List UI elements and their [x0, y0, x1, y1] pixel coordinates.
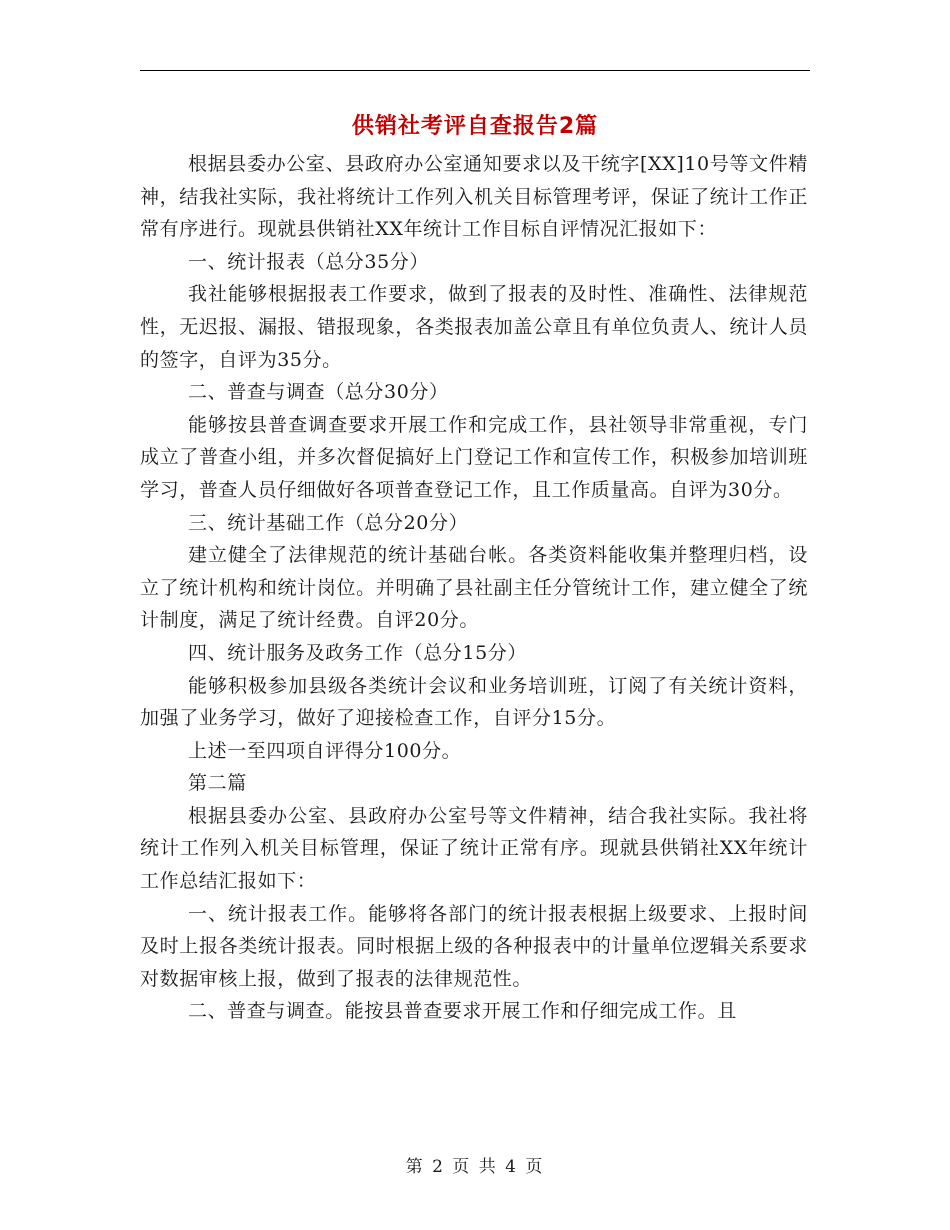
section-heading-2: 二、普查与调查（总分30分） [188, 381, 449, 404]
part-two-heading: 第二篇 [188, 772, 247, 795]
section-heading-1: 一、统计报表（总分35分） [188, 250, 429, 273]
document-title: 供销社考评自查报告2篇 [351, 114, 599, 139]
paragraph-section-4: 能够积极参加县级各类统计会议和业务培训班，订阅了有关统计资料，加强了业务学习，做好了迎接检查工作，自评分15分。 [140, 674, 808, 730]
paragraph-part-two-item-2: 二、普查与调查。能按县普查要求开展工作和仔细完成工作。且 [188, 1000, 737, 1023]
section-heading-3: 三、统计基础工作（总分20分） [188, 511, 469, 534]
document-body [140, 148, 808, 1028]
paragraph-intro: 根据县委办公室、县政府办公室通知要求以及干统字[XX]10号等文件精神，结我社实际，我社将统计工作列入机关目标管理考评，保证了统计工作正常有序进行。现就县供销社XX年统计工作目标自评情况汇报如下： [140, 153, 808, 241]
paragraph-section-2: 能够按县普查调查要求开展工作和完成工作，县社领导非常重视，专门成立了普查小组，并多次督促搞好上门登记工作和宣传工作，积极参加培训班学习，普查人员仔细做好各项普查登记工作，且工作质量高。自评为30分。 [140, 413, 808, 501]
section-heading-4: 四、统计服务及政务工作（总分15分） [188, 641, 527, 664]
paragraph-section-1: 我社能够根据报表工作要求，做到了报表的及时性、准确性、法律规范性，无迟报、漏报、错报现象，各类报表加盖公章且有单位负责人、统计人员的签字，自评为35分。 [140, 283, 808, 371]
paragraph-part-two-intro: 根据县委办公室、县政府办公室号等文件精神，结合我社实际。我社将统计工作列入机关目标管理，保证了统计正常有序。现就县供销社XX年统计工作总结汇报如下： [140, 804, 808, 893]
paragraph-total-score: 上述一至四项自评得分100分。 [188, 739, 462, 762]
paragraph-part-two-item-1: 一、统计报表工作。能够将各部门的统计报表根据上级要求、上报时间及时上报各类统计报表。同时根据上级的各种报表中的计量单位逻辑关系要求对数据审核上报，做到了报表的法律规范性。 [140, 902, 808, 990]
paragraph-section-3: 建立健全了法律规范的统计基础台帐。各类资料能收集并整理归档，设立了统计机构和统计岗位。并明确了县社副主任分管统计工作，建立健全了统计制度，满足了统计经费。自评20分。 [140, 544, 808, 632]
header-rule [140, 70, 810, 71]
page-footer: 第 2 页 共 4 页 [405, 1157, 545, 1177]
